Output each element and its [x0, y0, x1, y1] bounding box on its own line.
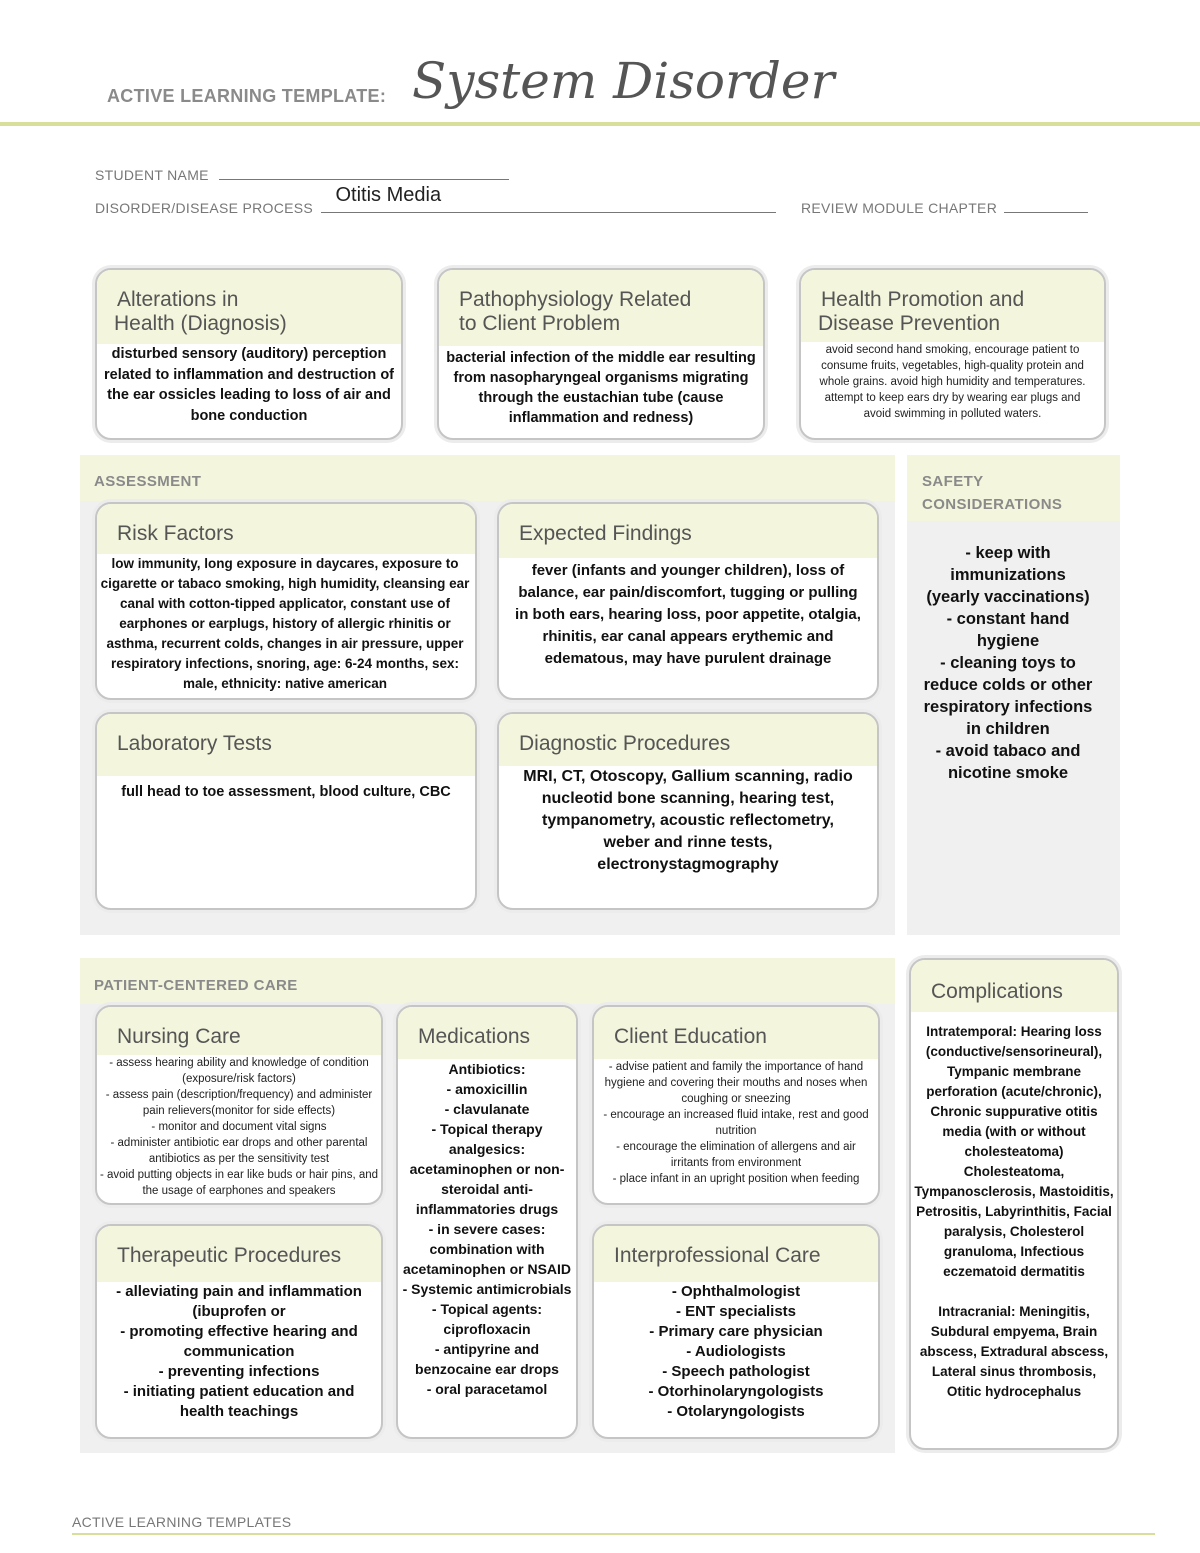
education-item: - encourage the elimination of allergens and air irritants from environment — [616, 1141, 856, 1169]
header-rule — [0, 122, 1200, 126]
nursing-item: - assess hearing ability and knowledge of condition (exposure/risk factors) — [109, 1057, 369, 1085]
interprofessional-item: - Ophthalmologist — [671, 1283, 801, 1300]
client-education-title: Client Education — [594, 1007, 878, 1059]
medications-body — [398, 1059, 576, 1399]
pathophysiology-body: bacterial infection of the middle ear resulting from nasopharyngeal organisms migrating through the eustachian tube (cause inflammation and redness) — [446, 350, 756, 426]
safety-item: - cleaning toys to reduce colds or other respiratory infections in children — [923, 654, 1093, 738]
nursing-care-title: Nursing Care — [97, 1007, 381, 1055]
medication-item: - Systemic antimicrobials — [402, 1281, 572, 1297]
health-promotion-body: avoid second hand smoking, encourage patient to consume fruits, vegetables, high-quality protein and whole grains. avoid high humidity and temperatures. attempt to keep ears dry by wearing ear plugs and avoid swimming in polluted waters. — [819, 344, 1086, 420]
interprofessional-item: - Otolaryngologists — [667, 1403, 805, 1420]
health-promotion-title: Health Promotion and Disease Prevention — [801, 270, 1104, 342]
complications-intracranial: Intracranial: Meningitis, Subdural empyema, Brain abscess, Extradural abscess, Lateral sinus thrombosis, Otitic hydrocephalus — [919, 1304, 1109, 1399]
review-row — [801, 198, 1088, 218]
footer-text: ACTIVE LEARNING TEMPLATES — [72, 1514, 292, 1530]
expected-findings-body: fever (infants and younger children), loss of balance, ear pain/discomfort, tugging or pulling in both ears, hearing loss, poor appetite, otalgia, rhinitis, ear canal appears erythemic and edematous, may have purulent drainage — [515, 562, 861, 667]
review-label: REVIEW MODULE CHAPTER — [801, 200, 998, 216]
patient-care-title: PATIENT-CENTERED CARE — [94, 977, 298, 994]
medication-item: Antibiotics: — [448, 1061, 526, 1077]
therapeutic-item: - promoting effective hearing and communication — [120, 1323, 358, 1360]
complications-title: Complications — [911, 960, 1117, 1012]
expected-findings-box — [497, 502, 879, 700]
template-title: System Disorder — [412, 52, 835, 110]
medication-item: - antipyrine and benzocaine ear drops — [415, 1341, 559, 1377]
safety-list — [922, 542, 1094, 784]
nursing-item: - assess pain (description/frequency) and administer pain relievers(monitor for side effects) — [105, 1089, 373, 1117]
complications-intratemporal: Intratemporal: Hearing loss (conductive/sensorineural), Tympanic membrane perforation (acute/chronic), Chronic suppurative otitis media (with or without cholesteatoma) Cholesteatoma, Tympanosclerosis, Mastoiditis, Petrositis, Labyrinthitis, Facial paralysis, Cholesterol granuloma, Infectious eczematoid dermatitis — [914, 1024, 1114, 1279]
disorder-value: Otitis Media — [335, 184, 442, 206]
health-promotion-box — [799, 268, 1106, 440]
nursing-item: - monitor and document vital signs — [151, 1121, 327, 1133]
safety-item: - keep with immunizations (yearly vaccinations) — [926, 544, 1090, 606]
pathophysiology-box — [437, 268, 765, 440]
diagnostic-procedures-body: MRI, CT, Otoscopy, Gallium scanning, radio nucleotid bone scanning, hearing test, tympanometry, acoustic reflectometry, weber and rinne tests, electronystagmography — [523, 768, 853, 873]
safety-title: SAFETY CONSIDERATIONS — [922, 473, 1063, 513]
client-education-body — [594, 1059, 878, 1187]
alterations-body: disturbed sensory (auditory) perception related to inflammation and destruction of the ear ossicles leading to loss of air and bone conduction — [103, 346, 395, 424]
therapeutic-item: - preventing infections — [158, 1363, 320, 1380]
interprofessional-item: - Speech pathologist — [662, 1363, 810, 1380]
therapeutic-procedures-title: Therapeutic Procedures — [97, 1226, 381, 1282]
medication-item: - Topical therapy analgesics: acetaminophen or non-steroidal anti-inflammatories drugs — [409, 1121, 565, 1217]
nursing-item: - avoid putting objects in ear like buds or hair pins, and the usage of earphones and speakers — [99, 1169, 379, 1197]
therapeutic-procedures-body — [97, 1282, 381, 1422]
disorder-row — [95, 184, 776, 218]
template-label: ACTIVE LEARNING TEMPLATE: — [107, 86, 387, 106]
diagnostic-procedures-title: Diagnostic Procedures — [499, 714, 877, 766]
diagnostic-procedures-box — [497, 712, 879, 910]
alterations-title: Alterations in Health (Diagnosis) — [97, 270, 401, 344]
complications-body — [911, 1012, 1117, 1402]
student-name-label: STUDENT NAME — [95, 167, 209, 183]
alterations-box — [95, 268, 403, 440]
assessment-header — [80, 455, 895, 501]
assessment-title: ASSESSMENT — [94, 473, 202, 490]
safety-item: - constant hand hygiene — [946, 610, 1070, 650]
therapeutic-item: - alleviating pain and inflammation (ibuprofen or — [116, 1283, 362, 1320]
pathophysiology-title: Pathophysiology Related to Client Problem — [439, 270, 763, 346]
interprofessional-item: - ENT specialists — [675, 1303, 797, 1320]
expected-findings-title: Expected Findings — [499, 504, 877, 558]
medications-title: Medications — [398, 1007, 576, 1059]
interprofessional-care-title: Interprofessional Care — [594, 1226, 878, 1282]
risk-factors-title: Risk Factors — [97, 504, 475, 554]
education-item: - encourage an increased fluid intake, rest and good nutrition — [603, 1109, 869, 1137]
medication-item: - amoxicillin — [446, 1081, 528, 1097]
footer-rule — [72, 1533, 1155, 1535]
therapeutic-item: - initiating patient education and health teachings — [123, 1383, 355, 1420]
risk-factors-box — [95, 502, 477, 700]
therapeutic-procedures-box — [95, 1224, 383, 1439]
interprofessional-item: - Primary care physician — [649, 1323, 823, 1340]
student-name-row — [95, 165, 509, 185]
medication-item: - oral paracetamol — [426, 1381, 548, 1397]
laboratory-tests-box — [95, 712, 477, 910]
client-education-box — [592, 1005, 880, 1205]
interprofessional-care-body — [594, 1282, 878, 1422]
education-item: - advise patient and family the importance of hand hygiene and covering their mouths and noses when coughing or sneezing — [604, 1061, 868, 1105]
medications-box — [396, 1005, 578, 1439]
risk-factors-body: low immunity, long exposure in daycares, exposure to cigarette or tabaco smoking, high humidity, cleansing ear canal with cotton-tipped applicator, constant use of earphones or earplugs, history of allergic rhinitis or asthma, recurrent colds, changes in air pressure, upper respiratory infections, snoring, age: 6-24 months, sex: male, ethnicity: native american — [100, 556, 470, 691]
medication-item: - clavulanate — [444, 1101, 530, 1117]
nursing-care-box — [95, 1005, 383, 1205]
student-name-field[interactable] — [219, 165, 509, 180]
disorder-label: DISORDER/DISEASE PROCESS — [95, 200, 314, 216]
nursing-care-body — [95, 1055, 383, 1199]
medication-item: - in severe cases: combination with acetaminophen or NSAID — [402, 1221, 572, 1277]
nursing-item: - administer antibiotic ear drops and other parental antibiotics as per the sensitivity test — [110, 1137, 368, 1165]
laboratory-tests-title: Laboratory Tests — [97, 714, 475, 776]
education-item: - place infant in an upright position when feeding — [612, 1173, 860, 1185]
interprofessional-care-box — [592, 1224, 880, 1439]
interprofessional-item: - Otorhinolaryngologists — [648, 1383, 824, 1400]
complications-box — [909, 958, 1119, 1450]
interprofessional-item: - Audiologists — [686, 1343, 786, 1360]
medication-item: - Topical agents: ciprofloxacin — [431, 1301, 543, 1337]
safety-item: - avoid tabaco and nicotine smoke — [935, 742, 1081, 782]
laboratory-tests-body: full head to toe assessment, blood culture, CBC — [121, 784, 451, 800]
disorder-field[interactable] — [321, 184, 776, 213]
review-field[interactable] — [1004, 198, 1088, 213]
